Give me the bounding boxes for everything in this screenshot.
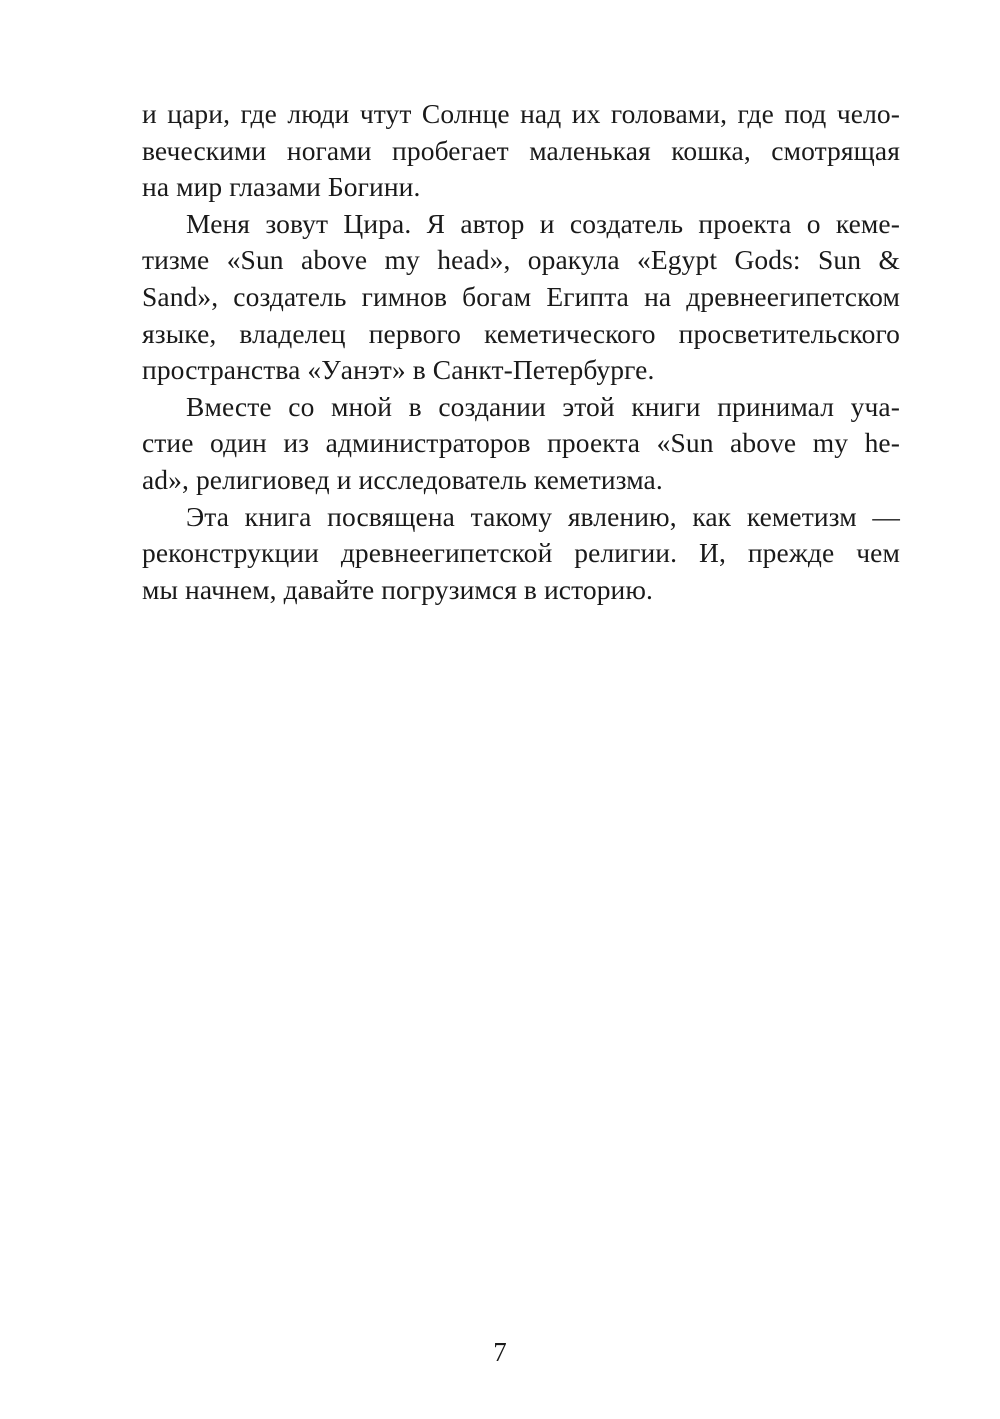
paragraph-3 — [142, 389, 900, 499]
text-line: пространства «Уанэт» в Санкт-Петербурге. — [142, 354, 655, 386]
paragraph-1 — [142, 96, 900, 206]
page-number: 7 — [493, 1337, 507, 1367]
text-line: мы начнем, давайте погрузимся в историю. — [142, 573, 653, 605]
text-line: веческими ногами пробегает маленькая кошка, смотрящая — [142, 134, 900, 166]
text-line: Эта книга посвящена такому явлению, как кеметизм — — [186, 500, 900, 532]
text-line: Меня зовут Цира. Я автор и создатель проекта о кеме- — [186, 207, 900, 239]
body-text — [142, 96, 900, 608]
text-line: на мир глазами Богини. — [142, 171, 421, 203]
text-line: ad», религиовед и исследователь кеметизма. — [142, 463, 663, 495]
text-line: Вместе со мной в создании этой книги принимал уча- — [186, 390, 900, 422]
text-line: реконструкции древнеегипетской религии. И, прежде чем — [142, 537, 900, 569]
text-line: стие один из администраторов проекта «Sun above my he- — [142, 427, 900, 459]
text-line: тизме «Sun above my head», оракула «Egypt Gods: Sun & — [142, 244, 900, 276]
text-line: Sand», создатель гимнов богам Египта на древнеегипетском — [142, 280, 900, 312]
paragraph-2 — [142, 206, 900, 389]
paragraph-4 — [142, 499, 900, 609]
text-line: и цари, где люди чтут Солнце над их головами, где под чело- — [142, 98, 900, 129]
text-line: языке, владелец первого кеметического просветительского — [142, 317, 900, 349]
